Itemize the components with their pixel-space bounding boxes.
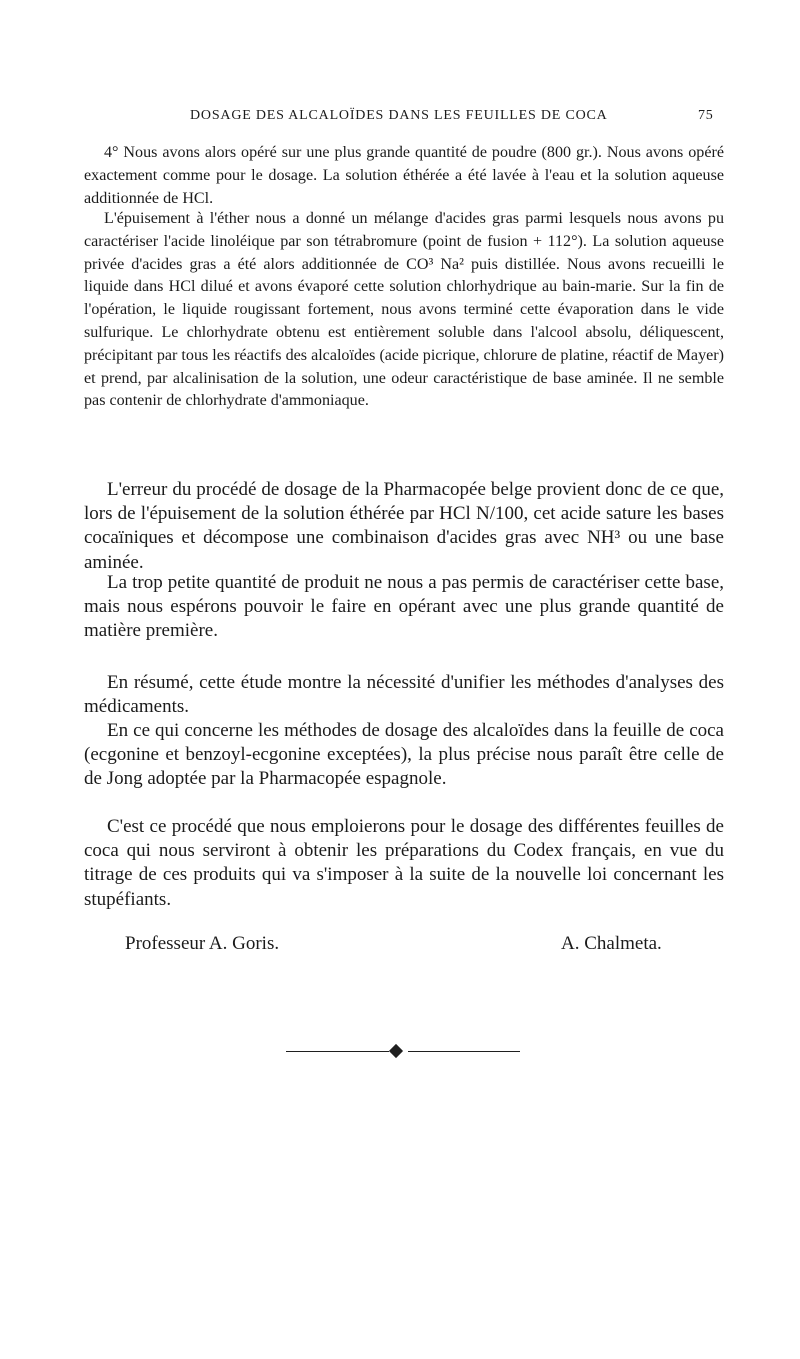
- paragraph-block-4: [84, 571, 724, 644]
- paragraph-7: C'est ce procédé que nous emploierons pour le dosage des différentes feuilles de coca qui nous serviront à obtenir les préparations du Codex français, en vue du titrage de ces produits qui va s'imposer à la suite de la nouvelle loi concernant les stupéfiants.: [84, 816, 724, 910]
- paragraph-block-7: [84, 815, 724, 912]
- paragraph-1: 4° Nous avons alors opéré sur une plus grande quantité de poudre (800 gr.). Nous avons opéré exactement comme pour le dosage. La solution éthérée a été lavée à l'eau et la solution aqueuse additionnée de HCl.: [84, 144, 724, 207]
- paragraph-block-3: [84, 478, 724, 575]
- paragraph-block-1: [84, 142, 724, 210]
- paragraph-block-5: [84, 671, 724, 719]
- paragraph-3: L'erreur du procédé de dosage de la Pharmacopée belge provient donc de ce que, lors de l'épuisement de la solution éthérée par HCl N/100, cet acide sature les bases cocaïniques et décompose une combinaison d'acides gras avec NH³ ou une base aminée.: [84, 479, 724, 573]
- paragraph-block-2: [84, 208, 724, 413]
- section-ornament: [286, 1042, 520, 1062]
- paragraph-6: En ce qui concerne les méthodes de dosage des alcaloïdes dans la feuille de coca (ecgonine et benzoyl-ecgonine exceptées), la plus précise nous paraît être celle de de Jong adoptée par la Pharmacopée espagnole.: [84, 720, 724, 790]
- paragraph-4: La trop petite quantité de produit ne nous a pas permis de caractériser cette base, mais nous espérons pouvoir le faire en opérant avec une plus grande quantité de matière première.: [84, 572, 724, 642]
- page-number: 75: [698, 108, 714, 123]
- signature-right: A. Chalmeta.: [561, 933, 662, 954]
- ornament-left-line: [286, 1051, 389, 1052]
- ornament-right-line: [408, 1051, 520, 1052]
- ornament-diamond-icon: [389, 1044, 403, 1058]
- running-title: DOSAGE DES ALCALOÏDES DANS LES FEUILLES DE COCA: [190, 108, 608, 123]
- paragraph-block-6: [84, 719, 724, 792]
- signature-left: Professeur A. Goris.: [125, 933, 280, 954]
- paragraph-2: L'épuisement à l'éther nous a donné un mélange d'acides gras parmi lesquels nous avons pu caractériser l'acide linoléique par son tétrabromure (point de fusion + 112°). La solution aqueuse privée d'acides gras a été alors additionnée de CO³ Na² puis distillée. Nous avons recueilli le liquide dans HCl dilué et avons évaporé cette solution chlorhydrique au bain-marie. Sur la fin de l'opération, le liquide rougissant fortement, nous avons terminé cette évaporation dans le vide sulfurique. Le chlorhydrate obtenu est entièrement soluble dans l'alcool absolu, déliquescent, précipitant par tous les réactifs des alcaloïdes (acide picrique, chlorure de platine, réactif de Mayer) et prend, par alcalinisation de la solution, une odeur caractéristique de base aminée. Il ne semble pas contenir de chlorhydrate d'ammoniaque.: [84, 210, 724, 410]
- paragraph-5: En résumé, cette étude montre la nécessité d'unifier les méthodes d'analyses des médicaments.: [84, 672, 724, 718]
